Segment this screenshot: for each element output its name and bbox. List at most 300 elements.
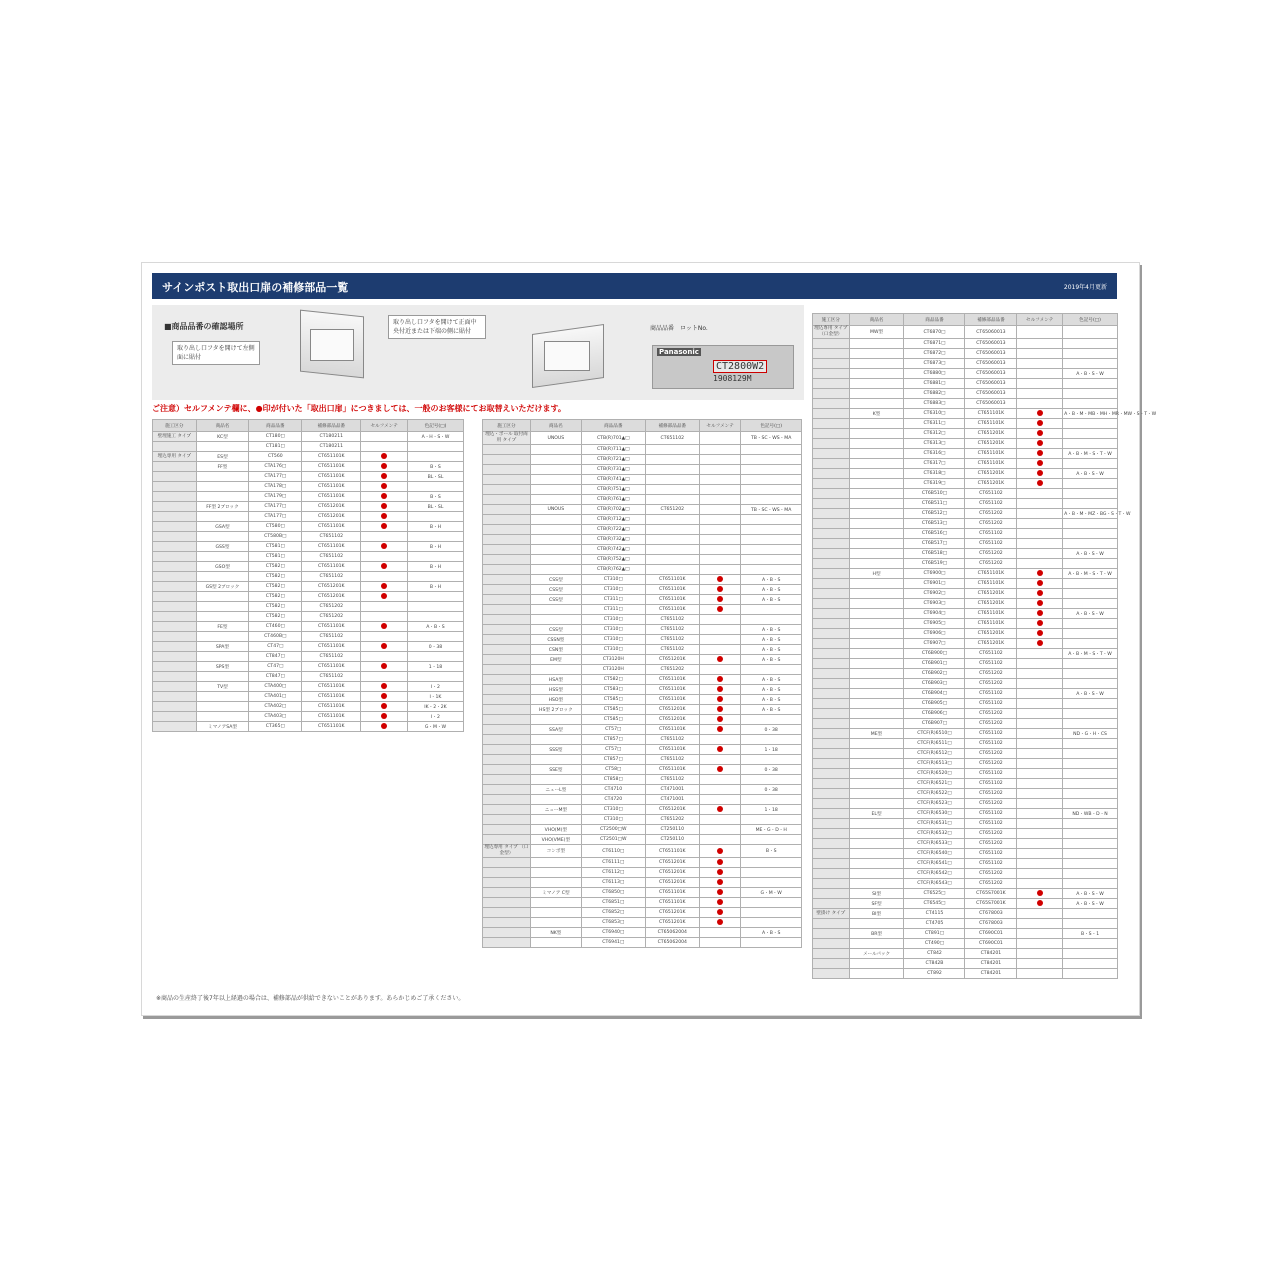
cell-cat	[483, 908, 531, 918]
cell-cat	[813, 849, 850, 859]
cell-color	[741, 565, 802, 575]
self-maintenance-dot-icon	[717, 848, 723, 854]
cell-part: CT651101K	[302, 522, 361, 532]
cell-self-maintenance	[699, 665, 740, 675]
parts-table-2	[482, 419, 802, 948]
cell-self-maintenance	[361, 572, 408, 582]
self-maintenance-dot-icon	[381, 593, 387, 599]
table-row	[813, 879, 1118, 889]
self-maintenance-dot-icon	[717, 806, 723, 812]
table-row	[483, 495, 802, 505]
table-row	[813, 489, 1118, 499]
cell-self-maintenance	[699, 908, 740, 918]
self-maintenance-dot-icon	[1037, 580, 1043, 586]
cell-code: CT6941□	[581, 938, 645, 948]
cell-code: CT6B511□	[904, 499, 965, 509]
cell-color	[407, 652, 463, 662]
cell-code: CT4720	[581, 795, 645, 805]
self-maintenance-dot-icon	[1037, 630, 1043, 636]
cell-name: SSE型	[530, 765, 581, 775]
cell-name	[530, 445, 581, 455]
cell-part: CT678003	[965, 909, 1017, 919]
cell-code: CT580B□	[249, 532, 302, 542]
cell-color: A・B・S	[741, 705, 802, 715]
cell-code: CT6901□	[904, 579, 965, 589]
cell-color	[1063, 459, 1118, 469]
cell-color	[1063, 769, 1118, 779]
cell-color: B・H	[407, 562, 463, 572]
cell-color	[1063, 579, 1118, 589]
cell-name	[530, 735, 581, 745]
cell-color	[1063, 519, 1118, 529]
cell-self-maintenance	[699, 545, 740, 555]
cell-cat	[153, 462, 197, 472]
table-header-row	[813, 314, 1118, 326]
cell-self-maintenance	[699, 918, 740, 928]
cell-color	[741, 868, 802, 878]
table-row	[813, 449, 1118, 459]
cell-cat	[813, 639, 850, 649]
cell-name	[530, 755, 581, 765]
table-row	[483, 685, 802, 695]
cell-part: CT65060013	[965, 389, 1017, 399]
cell-cat	[813, 459, 850, 469]
cell-name	[849, 639, 904, 649]
self-maintenance-dot-icon	[717, 656, 723, 662]
cell-name	[849, 589, 904, 599]
cell-part: CT651101K	[302, 542, 361, 552]
cell-part: CT651101K	[302, 722, 361, 732]
cell-part: CT651202	[965, 509, 1017, 519]
cell-cat	[813, 749, 850, 759]
cell-self-maintenance	[1017, 949, 1063, 959]
cell-color: A・B・M・MZ・BG・S・T・W	[1063, 509, 1118, 519]
cell-code: CT6882□	[904, 389, 965, 399]
cell-name	[849, 879, 904, 889]
cell-color: BL・SL	[407, 502, 463, 512]
cell-part: CT651202	[965, 559, 1017, 569]
cell-color	[1063, 419, 1118, 429]
self-maintenance-dot-icon	[717, 766, 723, 772]
cell-self-maintenance	[1017, 569, 1063, 579]
table-row	[483, 535, 802, 545]
cell-self-maintenance	[1017, 769, 1063, 779]
cell-name	[196, 552, 249, 562]
cell-part	[645, 485, 699, 495]
cell-name: ミマノアSA型	[196, 722, 249, 732]
cell-cat	[483, 635, 531, 645]
cell-color: I・2	[407, 682, 463, 692]
cell-self-maintenance	[361, 462, 408, 472]
cell-name	[849, 559, 904, 569]
cell-part: CT180211	[302, 442, 361, 452]
cell-part: CT651201K	[965, 639, 1017, 649]
cell-name	[530, 795, 581, 805]
cell-color: A・B・S	[741, 585, 802, 595]
cell-self-maintenance	[699, 705, 740, 715]
cell-self-maintenance	[1017, 519, 1063, 529]
cell-cat	[153, 672, 197, 682]
self-maintenance-dot-icon	[1037, 900, 1043, 906]
cell-cat	[813, 349, 850, 359]
cell-cat	[483, 675, 531, 685]
cell-part: CT651101K	[965, 579, 1017, 589]
note-left: 取り出し口フタを開けて左側面に貼付	[172, 341, 260, 365]
cell-cat	[483, 455, 531, 465]
cell-name	[530, 898, 581, 908]
table-row	[153, 612, 464, 622]
update-date: 2019年4月更新	[1063, 284, 1107, 291]
cell-color	[407, 452, 463, 462]
cell-name	[530, 485, 581, 495]
cell-code: CT310□	[581, 625, 645, 635]
cell-color	[741, 485, 802, 495]
cell-name: CSS型	[530, 595, 581, 605]
cell-color	[1063, 539, 1118, 549]
cell-cat	[813, 869, 850, 879]
cell-name: UNOUS	[530, 432, 581, 445]
cell-self-maintenance	[361, 712, 408, 722]
cell-name	[849, 819, 904, 829]
cell-cat	[813, 899, 850, 909]
self-maintenance-dot-icon	[717, 586, 723, 592]
cell-color	[741, 535, 802, 545]
cell-self-maintenance	[699, 615, 740, 625]
cell-name	[849, 669, 904, 679]
cell-name	[530, 775, 581, 785]
cell-self-maintenance	[1017, 839, 1063, 849]
table-row	[483, 635, 802, 645]
cell-cat	[813, 819, 850, 829]
cell-color: I・1K	[407, 692, 463, 702]
cell-cat	[483, 595, 531, 605]
cell-part: CT250110	[645, 825, 699, 835]
cell-self-maintenance	[699, 898, 740, 908]
brand-logo: Panasonic	[659, 348, 699, 356]
cell-cat	[483, 825, 531, 835]
table-row	[483, 928, 802, 938]
cell-cat	[483, 585, 531, 595]
cell-name	[849, 709, 904, 719]
cell-cat	[813, 919, 850, 929]
table-row	[813, 599, 1118, 609]
cell-color	[741, 938, 802, 948]
cell-name	[849, 389, 904, 399]
table-row	[483, 898, 802, 908]
cell-cat	[483, 735, 531, 745]
cell-color: A・B・S・W	[1063, 899, 1118, 909]
cell-part: CT651101K	[645, 675, 699, 685]
cell-name	[849, 919, 904, 929]
cell-code: CTA177□	[249, 472, 302, 482]
cell-cat	[813, 429, 850, 439]
cell-part: CT651101K	[645, 695, 699, 705]
cell-part: CT651201K	[965, 629, 1017, 639]
cell-cat	[813, 549, 850, 559]
table-row	[153, 452, 464, 462]
cell-name	[849, 359, 904, 369]
table-row	[483, 695, 802, 705]
cell-color: A・B・S	[741, 575, 802, 585]
cell-color	[407, 572, 463, 582]
cell-code: CTB(R)741▲□	[581, 475, 645, 485]
cell-cat	[483, 445, 531, 455]
table-row	[153, 712, 464, 722]
cell-code: CT585□	[581, 715, 645, 725]
cell-self-maintenance	[1017, 849, 1063, 859]
cell-part: CT651101K	[645, 888, 699, 898]
cell-code: CT4115	[904, 909, 965, 919]
cell-self-maintenance	[361, 652, 408, 662]
cell-color	[1063, 479, 1118, 489]
cell-cat	[813, 619, 850, 629]
cell-code: CT6880□	[904, 369, 965, 379]
table-row	[813, 619, 1118, 629]
cell-name: SI型	[849, 889, 904, 899]
column-header: 商品名	[196, 420, 249, 432]
cell-self-maintenance	[1017, 739, 1063, 749]
table-row	[813, 509, 1118, 519]
cell-self-maintenance	[699, 635, 740, 645]
cell-code: CTA179□	[249, 492, 302, 502]
cell-color	[1063, 719, 1118, 729]
cell-cat	[483, 555, 531, 565]
cell-part: CT651202	[302, 612, 361, 622]
cell-name	[196, 492, 249, 502]
cell-self-maintenance	[1017, 709, 1063, 719]
cell-self-maintenance	[361, 542, 408, 552]
cell-name	[849, 499, 904, 509]
self-maintenance-dot-icon	[381, 543, 387, 549]
cell-code: CT847□	[249, 652, 302, 662]
self-maintenance-dot-icon	[381, 513, 387, 519]
self-maintenance-dot-icon	[717, 869, 723, 875]
cell-self-maintenance	[699, 455, 740, 465]
cell-part: CT651101K	[645, 725, 699, 735]
cell-code: CTCF(R)6531□	[904, 819, 965, 829]
table-row	[483, 665, 802, 675]
cell-code: CTA178□	[249, 482, 302, 492]
self-maintenance-dot-icon	[1037, 410, 1043, 416]
cell-part: CT84201	[965, 949, 1017, 959]
cell-code: CT6B904□	[904, 689, 965, 699]
cell-code: CT181□	[249, 442, 302, 452]
cell-name	[849, 399, 904, 409]
cell-cat	[483, 785, 531, 795]
cell-part: CT651201K	[645, 908, 699, 918]
cell-code: CT310□	[581, 815, 645, 825]
cell-cat	[483, 655, 531, 665]
cell-cat	[153, 692, 197, 702]
column-header: 補修部品品番	[965, 314, 1017, 326]
cell-cat: 壁埋施工 タイプ	[153, 432, 197, 442]
table-row	[483, 595, 802, 605]
table-row	[153, 532, 464, 542]
cell-part: CT65060013	[965, 349, 1017, 359]
cell-cat	[813, 959, 850, 969]
cell-part: CT651202	[645, 665, 699, 675]
cell-name	[530, 515, 581, 525]
table-row	[153, 722, 464, 732]
cell-code: CT47□	[249, 662, 302, 672]
cell-code: CT310□	[581, 805, 645, 815]
cell-code: CTCF(R)6520□	[904, 769, 965, 779]
cell-part: CT651201K	[965, 469, 1017, 479]
cell-code: CTCF(R)6542□	[904, 869, 965, 879]
self-maintenance-dot-icon	[717, 676, 723, 682]
self-maintenance-dot-icon	[717, 879, 723, 885]
label-plate	[652, 345, 794, 389]
cell-code: CT310□	[581, 615, 645, 625]
cell-self-maintenance	[1017, 579, 1063, 589]
cell-name	[849, 749, 904, 759]
cell-part: CT651101K	[965, 619, 1017, 629]
table-row	[813, 549, 1118, 559]
title-banner	[152, 273, 1117, 299]
self-maintenance-dot-icon	[717, 716, 723, 722]
cell-part: CT651201K	[645, 805, 699, 815]
cell-name: VHO(VME)型	[530, 835, 581, 845]
cell-name	[196, 442, 249, 452]
cell-code: CTB(R)712▲□	[581, 515, 645, 525]
table-row	[813, 969, 1118, 979]
cell-self-maintenance	[699, 475, 740, 485]
cell-color	[741, 815, 802, 825]
cell-code: CTB(R)752▲□	[581, 555, 645, 565]
self-maintenance-dot-icon	[1037, 610, 1043, 616]
cell-cat	[153, 522, 197, 532]
table-row	[813, 539, 1118, 549]
cell-self-maintenance	[361, 692, 408, 702]
cell-name: コンボ型	[530, 845, 581, 858]
cell-name: CSS型	[530, 625, 581, 635]
cell-part: CT651101K	[965, 609, 1017, 619]
cell-code: CT6313□	[904, 439, 965, 449]
table-row	[813, 339, 1118, 349]
cell-color: 1・18	[741, 745, 802, 755]
cell-color: A・B・S	[741, 635, 802, 645]
table-row	[483, 575, 802, 585]
cell-cat	[153, 512, 197, 522]
cell-part: CT651101K	[302, 492, 361, 502]
cell-name	[530, 858, 581, 868]
cell-self-maintenance	[699, 465, 740, 475]
cell-name: K型	[849, 409, 904, 419]
cell-self-maintenance	[1017, 729, 1063, 739]
cell-code: CTA177□	[249, 502, 302, 512]
cell-color	[407, 482, 463, 492]
cell-code: CT6883□	[904, 399, 965, 409]
cell-part: CT651202	[965, 799, 1017, 809]
cell-name	[849, 579, 904, 589]
cell-color: A・B・M・S・T・W	[1063, 649, 1118, 659]
cell-self-maintenance	[1017, 499, 1063, 509]
cell-part: CT651202	[965, 519, 1017, 529]
cell-self-maintenance	[1017, 759, 1063, 769]
cell-part: CT651201K	[645, 715, 699, 725]
cell-name	[849, 849, 904, 859]
table-row	[813, 669, 1118, 679]
table-row	[813, 529, 1118, 539]
cell-part: CT65060013	[965, 326, 1017, 339]
self-maintenance-dot-icon	[1037, 430, 1043, 436]
self-maintenance-dot-icon	[381, 493, 387, 499]
cell-code: CT6853□	[581, 918, 645, 928]
cell-part: CT651102	[645, 432, 699, 445]
cell-self-maintenance	[699, 868, 740, 878]
cell-cat	[813, 539, 850, 549]
cell-part: CT651102	[302, 532, 361, 542]
cell-self-maintenance	[699, 735, 740, 745]
cell-name	[849, 969, 904, 979]
table-row	[483, 878, 802, 888]
table-row	[813, 469, 1118, 479]
cell-part: CT651101K	[965, 449, 1017, 459]
cell-name: GSS型	[196, 542, 249, 552]
cell-code: CTB(R)761▲□	[581, 495, 645, 505]
cell-code: CT6871□	[904, 339, 965, 349]
cell-color: IK・2・2K	[407, 702, 463, 712]
cell-code: CTA176□	[249, 462, 302, 472]
cell-code: CT311□	[581, 605, 645, 615]
cell-color	[1063, 339, 1118, 349]
cell-self-maintenance	[1017, 669, 1063, 679]
cell-name	[849, 529, 904, 539]
cell-cat	[483, 858, 531, 868]
cell-color	[741, 545, 802, 555]
cell-code: CT3120H	[581, 655, 645, 665]
cell-name	[849, 619, 904, 629]
table-row	[483, 625, 802, 635]
cell-name: ミマノア C型	[530, 888, 581, 898]
table-row	[483, 908, 802, 918]
cell-name	[849, 689, 904, 699]
table-row	[153, 512, 464, 522]
cell-name	[196, 612, 249, 622]
cell-part: CT651101K	[645, 845, 699, 858]
cell-cat	[813, 799, 850, 809]
cell-part: CT651201K	[965, 589, 1017, 599]
cell-cat	[153, 552, 197, 562]
cell-code: CTA403□	[249, 712, 302, 722]
table-row	[483, 765, 802, 775]
cell-color	[741, 475, 802, 485]
cell-part	[645, 465, 699, 475]
cell-self-maintenance	[699, 755, 740, 765]
self-maintenance-dot-icon	[381, 623, 387, 629]
table-row	[813, 369, 1118, 379]
cell-part: CT651102	[645, 755, 699, 765]
cell-name	[849, 419, 904, 429]
cell-code: CT6B900□	[904, 649, 965, 659]
cell-color: B・H	[407, 582, 463, 592]
cell-code: CTB(R)732▲□	[581, 535, 645, 545]
cell-part: CT651101K	[965, 459, 1017, 469]
cell-color	[1063, 619, 1118, 629]
self-maintenance-dot-icon	[1037, 460, 1043, 466]
cell-color	[741, 908, 802, 918]
cell-part: CT651102	[965, 529, 1017, 539]
cell-name	[849, 479, 904, 489]
table-row	[813, 739, 1118, 749]
cell-color: A・B・S	[741, 928, 802, 938]
table-row	[813, 499, 1118, 509]
cell-color: G・M・W	[407, 722, 463, 732]
cell-self-maintenance	[1017, 719, 1063, 729]
cell-self-maintenance	[361, 562, 408, 572]
table-row	[813, 769, 1118, 779]
cell-cat	[813, 809, 850, 819]
